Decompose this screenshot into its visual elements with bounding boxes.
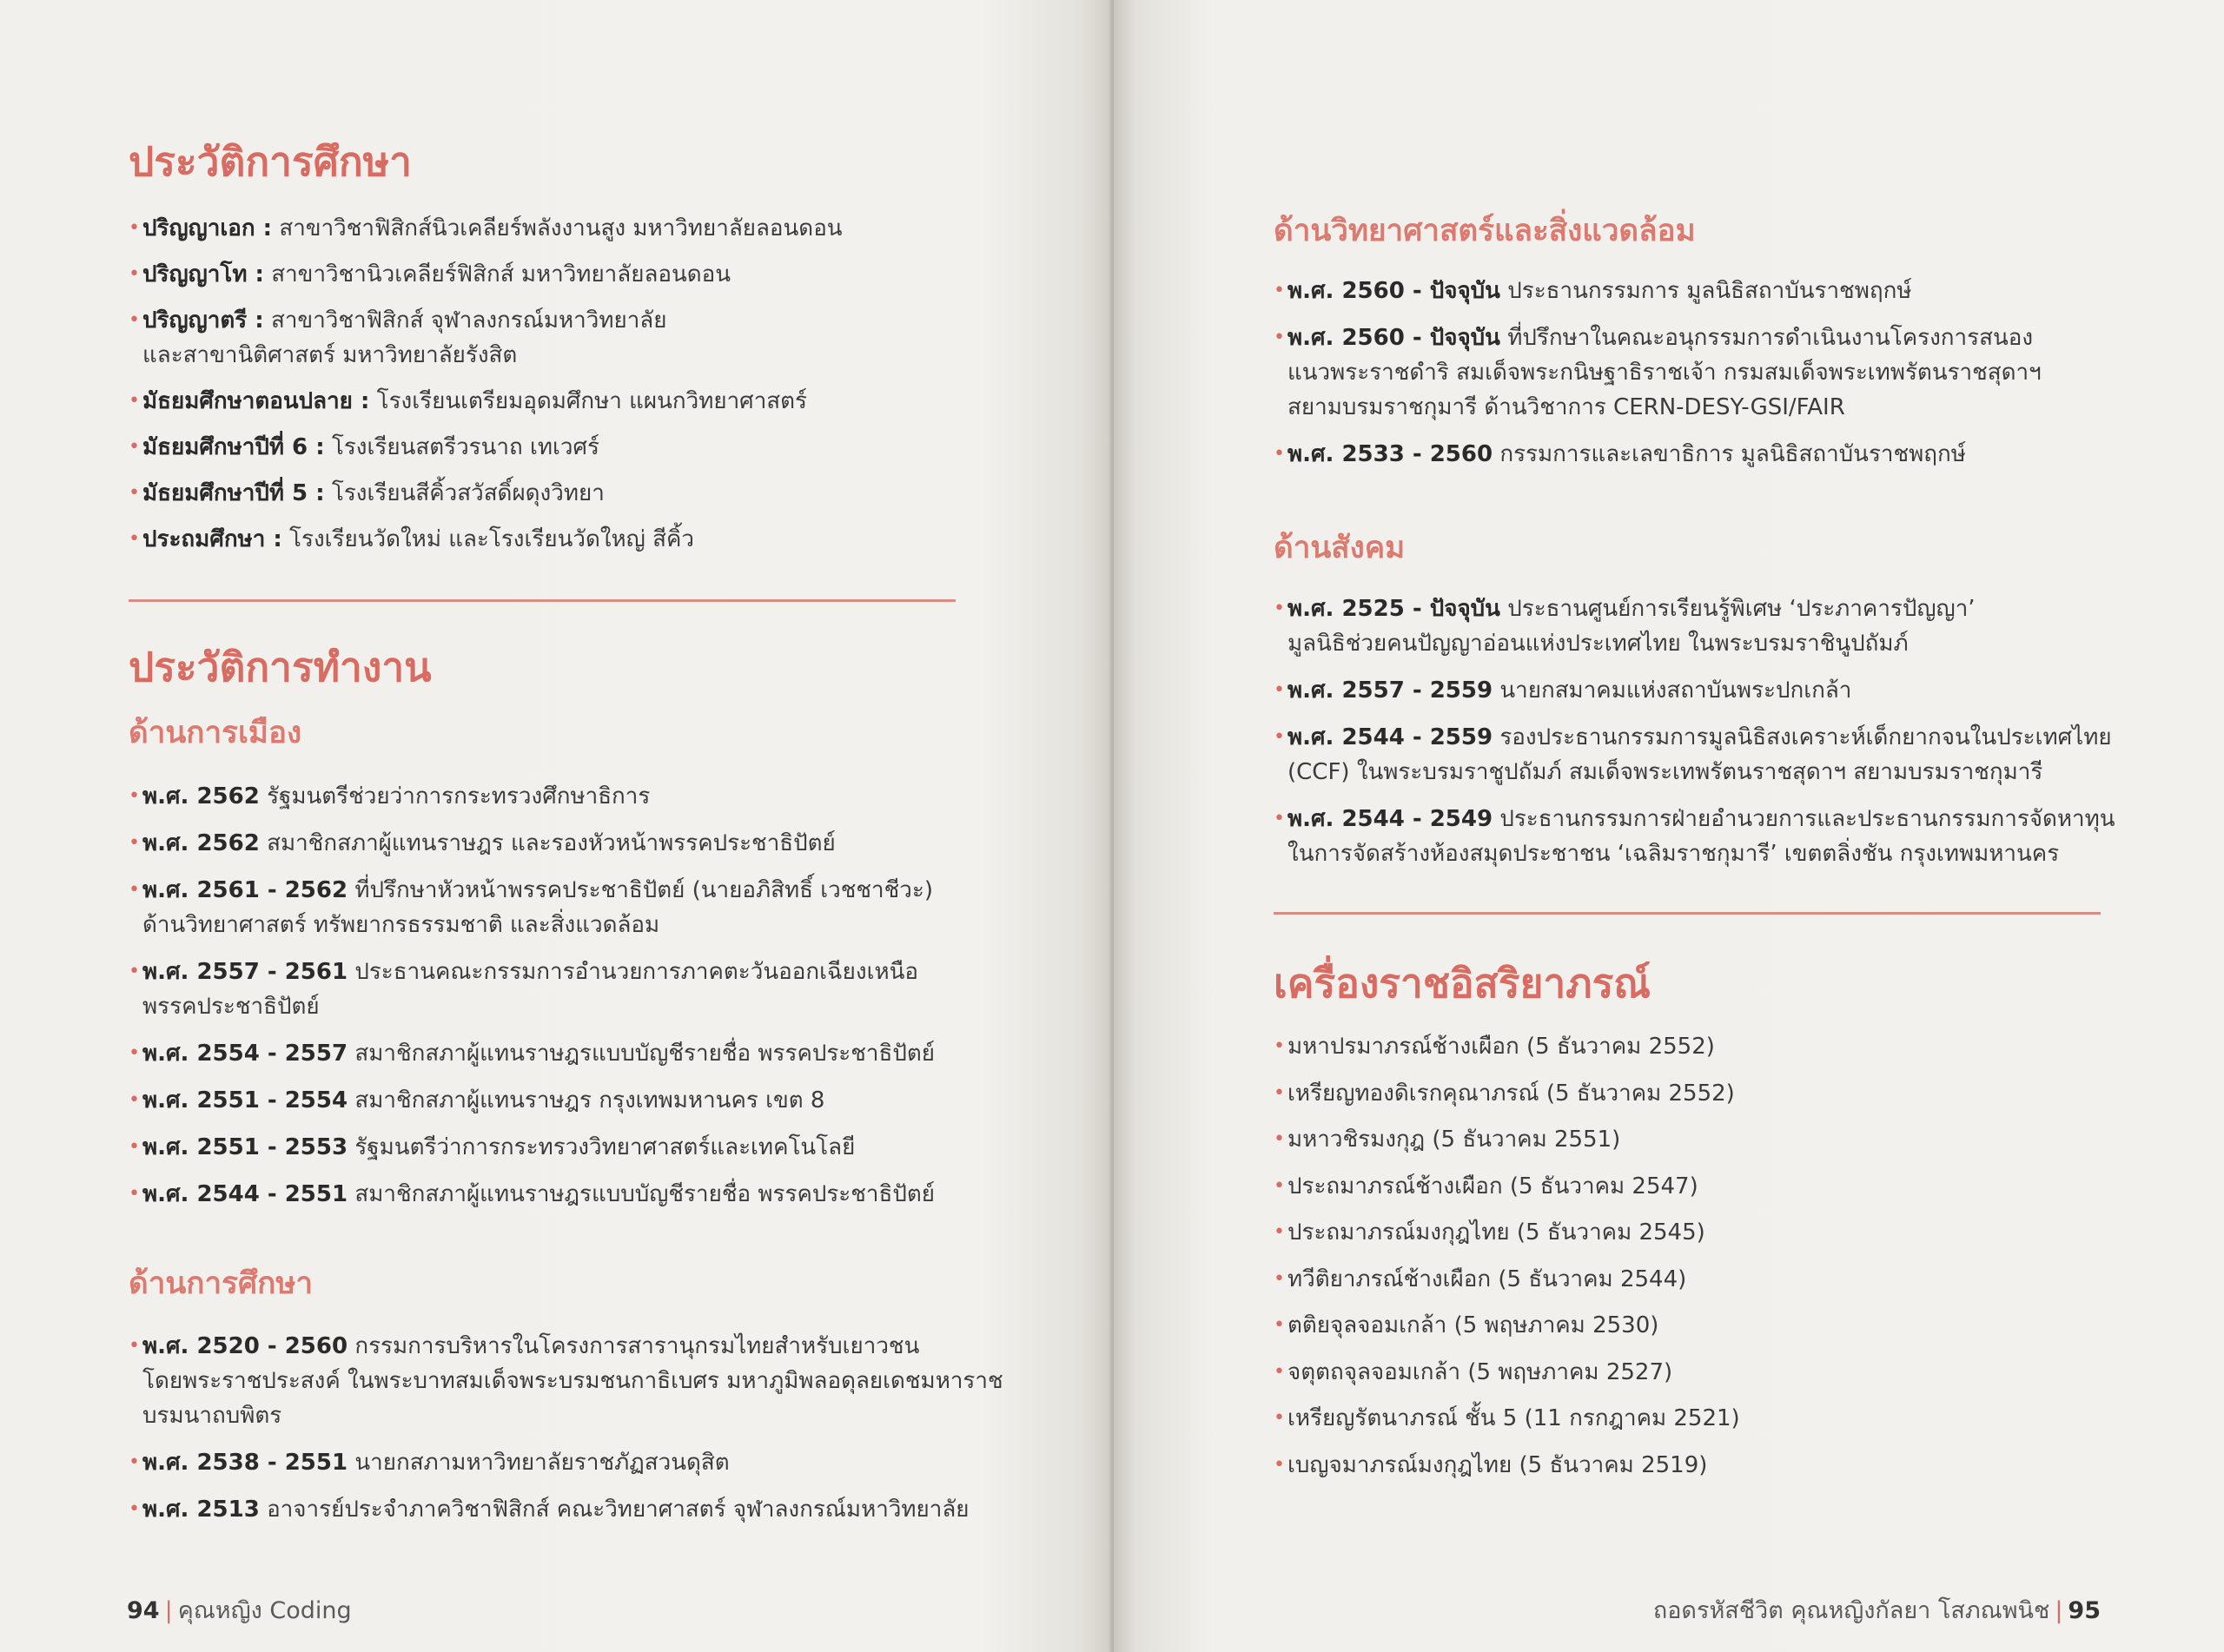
running-title: ถอดรหัสชีวิต คุณหญิงกัลยา โสภณพนิช xyxy=(1652,1597,2050,1624)
list-item: • พ.ศ. 2554 - 2557 สมาชิกสภาผู้แทนราษฎรแบบบัญชีรายชื่อ พรรคประชาธิปัตย์ xyxy=(129,1036,935,1071)
list-item: • เบญจมาภรณ์มงกุฎไทย (5 ธันวาคม 2519) xyxy=(1274,1448,1740,1483)
list-item: • มัธยมศึกษาปีที่ 5 : โรงเรียนสีคิ้วสวัสดิ์ผดุงวิทยา xyxy=(129,476,843,511)
list-item: • ประถมาภรณ์มงกุฎไทย (5 ธันวาคม 2545) xyxy=(1274,1215,1740,1250)
list-item: • พ.ศ. 2560 - ปัจจุบัน ที่ปรึกษาในคณะอนุกรรมการดำเนินงานโครงการสนอง แนวพระราชดำริ สมเด็จพระกนิษฐาธิราชเจ้า กรมสมเด็จพระเทพรัตนราชสุดาฯ สยามบรมราชกุมารี ด้านวิชาการ CERN-DESY-GSI/FAIR xyxy=(1274,320,2042,425)
list-item: • มัธยมศึกษาตอนปลาย : โรงเรียนเตรียมอุดมศึกษา แผนกวิทยาศาสตร์ xyxy=(129,384,843,419)
running-title: คุณหญิง Coding xyxy=(177,1597,352,1624)
politics-list xyxy=(129,779,935,1212)
social-list xyxy=(1274,591,2115,871)
list-item: • ประถมศึกษา : โรงเรียนวัดใหม่ และโรงเรียนวัดใหญ่ สีคิ้ว xyxy=(129,522,843,557)
list-item: • พ.ศ. 2538 - 2551 นายกสภามหาวิทยาลัยราชภัฏสวนดุสิต xyxy=(129,1445,1003,1480)
decorations-heading: เครื่องราชอิสริยาภรณ์ xyxy=(1274,960,1651,1007)
list-item: • พ.ศ. 2525 - ปัจจุบัน ประธานศูนย์การเรียนรู้พิเศษ ‘ประภาคารปัญญา’ มูลนิธิช่วยคนปัญญาอ่อนแห่งประเทศไทย ในพระบรมราชินูปถัมภ์ xyxy=(1274,591,2115,661)
left-footer xyxy=(127,1591,352,1629)
list-item: • มหาปรมาภรณ์ช้างเผือก (5 ธันวาคม 2552) xyxy=(1274,1029,1740,1064)
section-divider xyxy=(129,599,956,602)
social-subheading: ด้านสังคม xyxy=(1274,531,1406,565)
right-page xyxy=(1114,0,2224,1652)
list-item: • พ.ศ. 2544 - 2551 สมาชิกสภาผู้แทนราษฎรแบบบัญชีรายชื่อ พรรคประชาธิปัตย์ xyxy=(129,1177,935,1212)
list-item: • ตติยจุลจอมเกล้า (5 พฤษภาคม 2530) xyxy=(1274,1308,1740,1343)
list-item: • ปริญญาตรี : สาขาวิชาฟิสิกส์ จุฬาลงกรณ์มหาวิทยาลัย และสาขานิติศาสตร์ มหาวิทยาลัยรังสิต xyxy=(129,303,843,373)
list-item: • เหรียญทองดิเรกคุณาภรณ์ (5 ธันวาคม 2552) xyxy=(1274,1076,1740,1111)
decorations-list xyxy=(1274,1029,1740,1483)
right-footer xyxy=(1653,1591,2101,1629)
list-item: • พ.ศ. 2544 - 2559 รองประธานกรรมการมูลนิธิสงเคราะห์เด็กยากจนในประเทศไทย (CCF) ในพระบรมราชูปถัมภ์ สมเด็จพระเทพรัตนราชสุดาฯ สยามบรมราชกุมารี xyxy=(1274,720,2115,790)
list-item: • พ.ศ. 2560 - ปัจจุบัน ประธานกรรมการ มูลนิธิสถาบันราชพฤกษ์ xyxy=(1274,274,2042,308)
list-item: • พ.ศ. 2544 - 2549 ประธานกรรมการฝ่ายอำนวยการและประธานกรรมการจัดหาทุน ในการจัดสร้างห้องสมุดประชาชน ‘เฉลิมราชกุมารี’ เขตตลิ่งชัน กรุงเทพมหานคร xyxy=(1274,802,2115,871)
list-item: • เหรียญรัตนาภรณ์ ชั้น 5 (11 กรกฎาคม 2521) xyxy=(1274,1401,1740,1436)
list-item: • จตุตถจุลจอมเกล้า (5 พฤษภาคม 2527) xyxy=(1274,1355,1740,1390)
list-item: • ปริญญาโท : สาขาวิชานิวเคลียร์ฟิสิกส์ มหาวิทยาลัยลอนดอน xyxy=(129,257,843,292)
list-item: • พ.ศ. 2557 - 2559 นายกสมาคมแห่งสถาบันพระปกเกล้า xyxy=(1274,673,2115,708)
list-item: • พ.ศ. 2562 สมาชิกสภาผู้แทนราษฎร และรองหัวหน้าพรรคประชาธิปัตย์ xyxy=(129,826,935,861)
list-item: • พ.ศ. 2562 รัฐมนตรีช่วยว่าการกระทรวงศึกษาธิการ xyxy=(129,779,935,814)
list-item: • พ.ศ. 2561 - 2562 ที่ปรึกษาหัวหน้าพรรคประชาธิปัตย์ (นายอภิสิทธิ์ เวชชาชีวะ) ด้านวิทยาศาสตร์ ทรัพยากรธรรมชาติ และสิ่งแวดล้อม xyxy=(129,873,935,942)
list-item: • พ.ศ. 2551 - 2554 สมาชิกสภาผู้แทนราษฎร กรุงเทพมหานคร เขต 8 xyxy=(129,1083,935,1118)
education-list xyxy=(129,211,843,557)
science-list xyxy=(1274,274,2042,472)
list-item: • ประถมาภรณ์ช้างเผือก (5 ธันวาคม 2547) xyxy=(1274,1169,1740,1204)
education-work-subheading: ด้านการศึกษา xyxy=(129,1266,314,1301)
list-item: • พ.ศ. 2520 - 2560 กรรมการบริหารในโครงการสารานุกรมไทยสำหรับเยาวชน โดยพระราชประสงค์ ในพระบาทสมเด็จพระบรมชนกาธิเบศร มหาภูมิพลอดุลยเดชมหาราช บรมนาถบพิตร xyxy=(129,1329,1003,1433)
list-item: • มหาวชิรมงกุฎ (5 ธันวาคม 2551) xyxy=(1274,1122,1740,1157)
education-work-list xyxy=(129,1329,1003,1527)
footer-separator: | xyxy=(164,1597,173,1624)
list-item: • พ.ศ. 2513 อาจารย์ประจำภาควิชาฟิสิกส์ คณะวิทยาศาสตร์ จุฬาลงกรณ์มหาวิทยาลัย xyxy=(129,1492,1003,1527)
list-item: • ทวีติยาภรณ์ช้างเผือก (5 ธันวาคม 2544) xyxy=(1274,1262,1740,1297)
page-number: 94 xyxy=(127,1597,160,1624)
footer-separator: | xyxy=(2055,1597,2063,1624)
work-heading: ประวัติการทำงาน xyxy=(129,644,432,691)
education-heading: ประวัติการศึกษา xyxy=(129,138,412,185)
list-item: • พ.ศ. 2557 - 2561 ประธานคณะกรรมการอำนวยการภาคตะวันออกเฉียงเหนือ พรรคประชาธิปัตย์ xyxy=(129,955,935,1024)
list-item: • พ.ศ. 2551 - 2553 รัฐมนตรีว่าการกระทรวงวิทยาศาสตร์และเทคโนโลยี xyxy=(129,1130,935,1165)
page-number: 95 xyxy=(2068,1597,2101,1624)
list-item: • ปริญญาเอก : สาขาวิชาฟิสิกส์นิวเคลียร์พลังงานสูง มหาวิทยาลัยลอนดอน xyxy=(129,211,843,246)
list-item: • มัธยมศึกษาปีที่ 6 : โรงเรียนสตรีวรนาถ เทเวศร์ xyxy=(129,430,843,465)
science-subheading: ด้านวิทยาศาสตร์และสิ่งแวดล้อม xyxy=(1274,214,1696,248)
list-item: • พ.ศ. 2533 - 2560 กรรมการและเลขาธิการ มูลนิธิสถาบันราชพฤกษ์ xyxy=(1274,437,2042,472)
politics-subheading: ด้านการเมือง xyxy=(129,716,302,750)
section-divider xyxy=(1274,912,2101,915)
